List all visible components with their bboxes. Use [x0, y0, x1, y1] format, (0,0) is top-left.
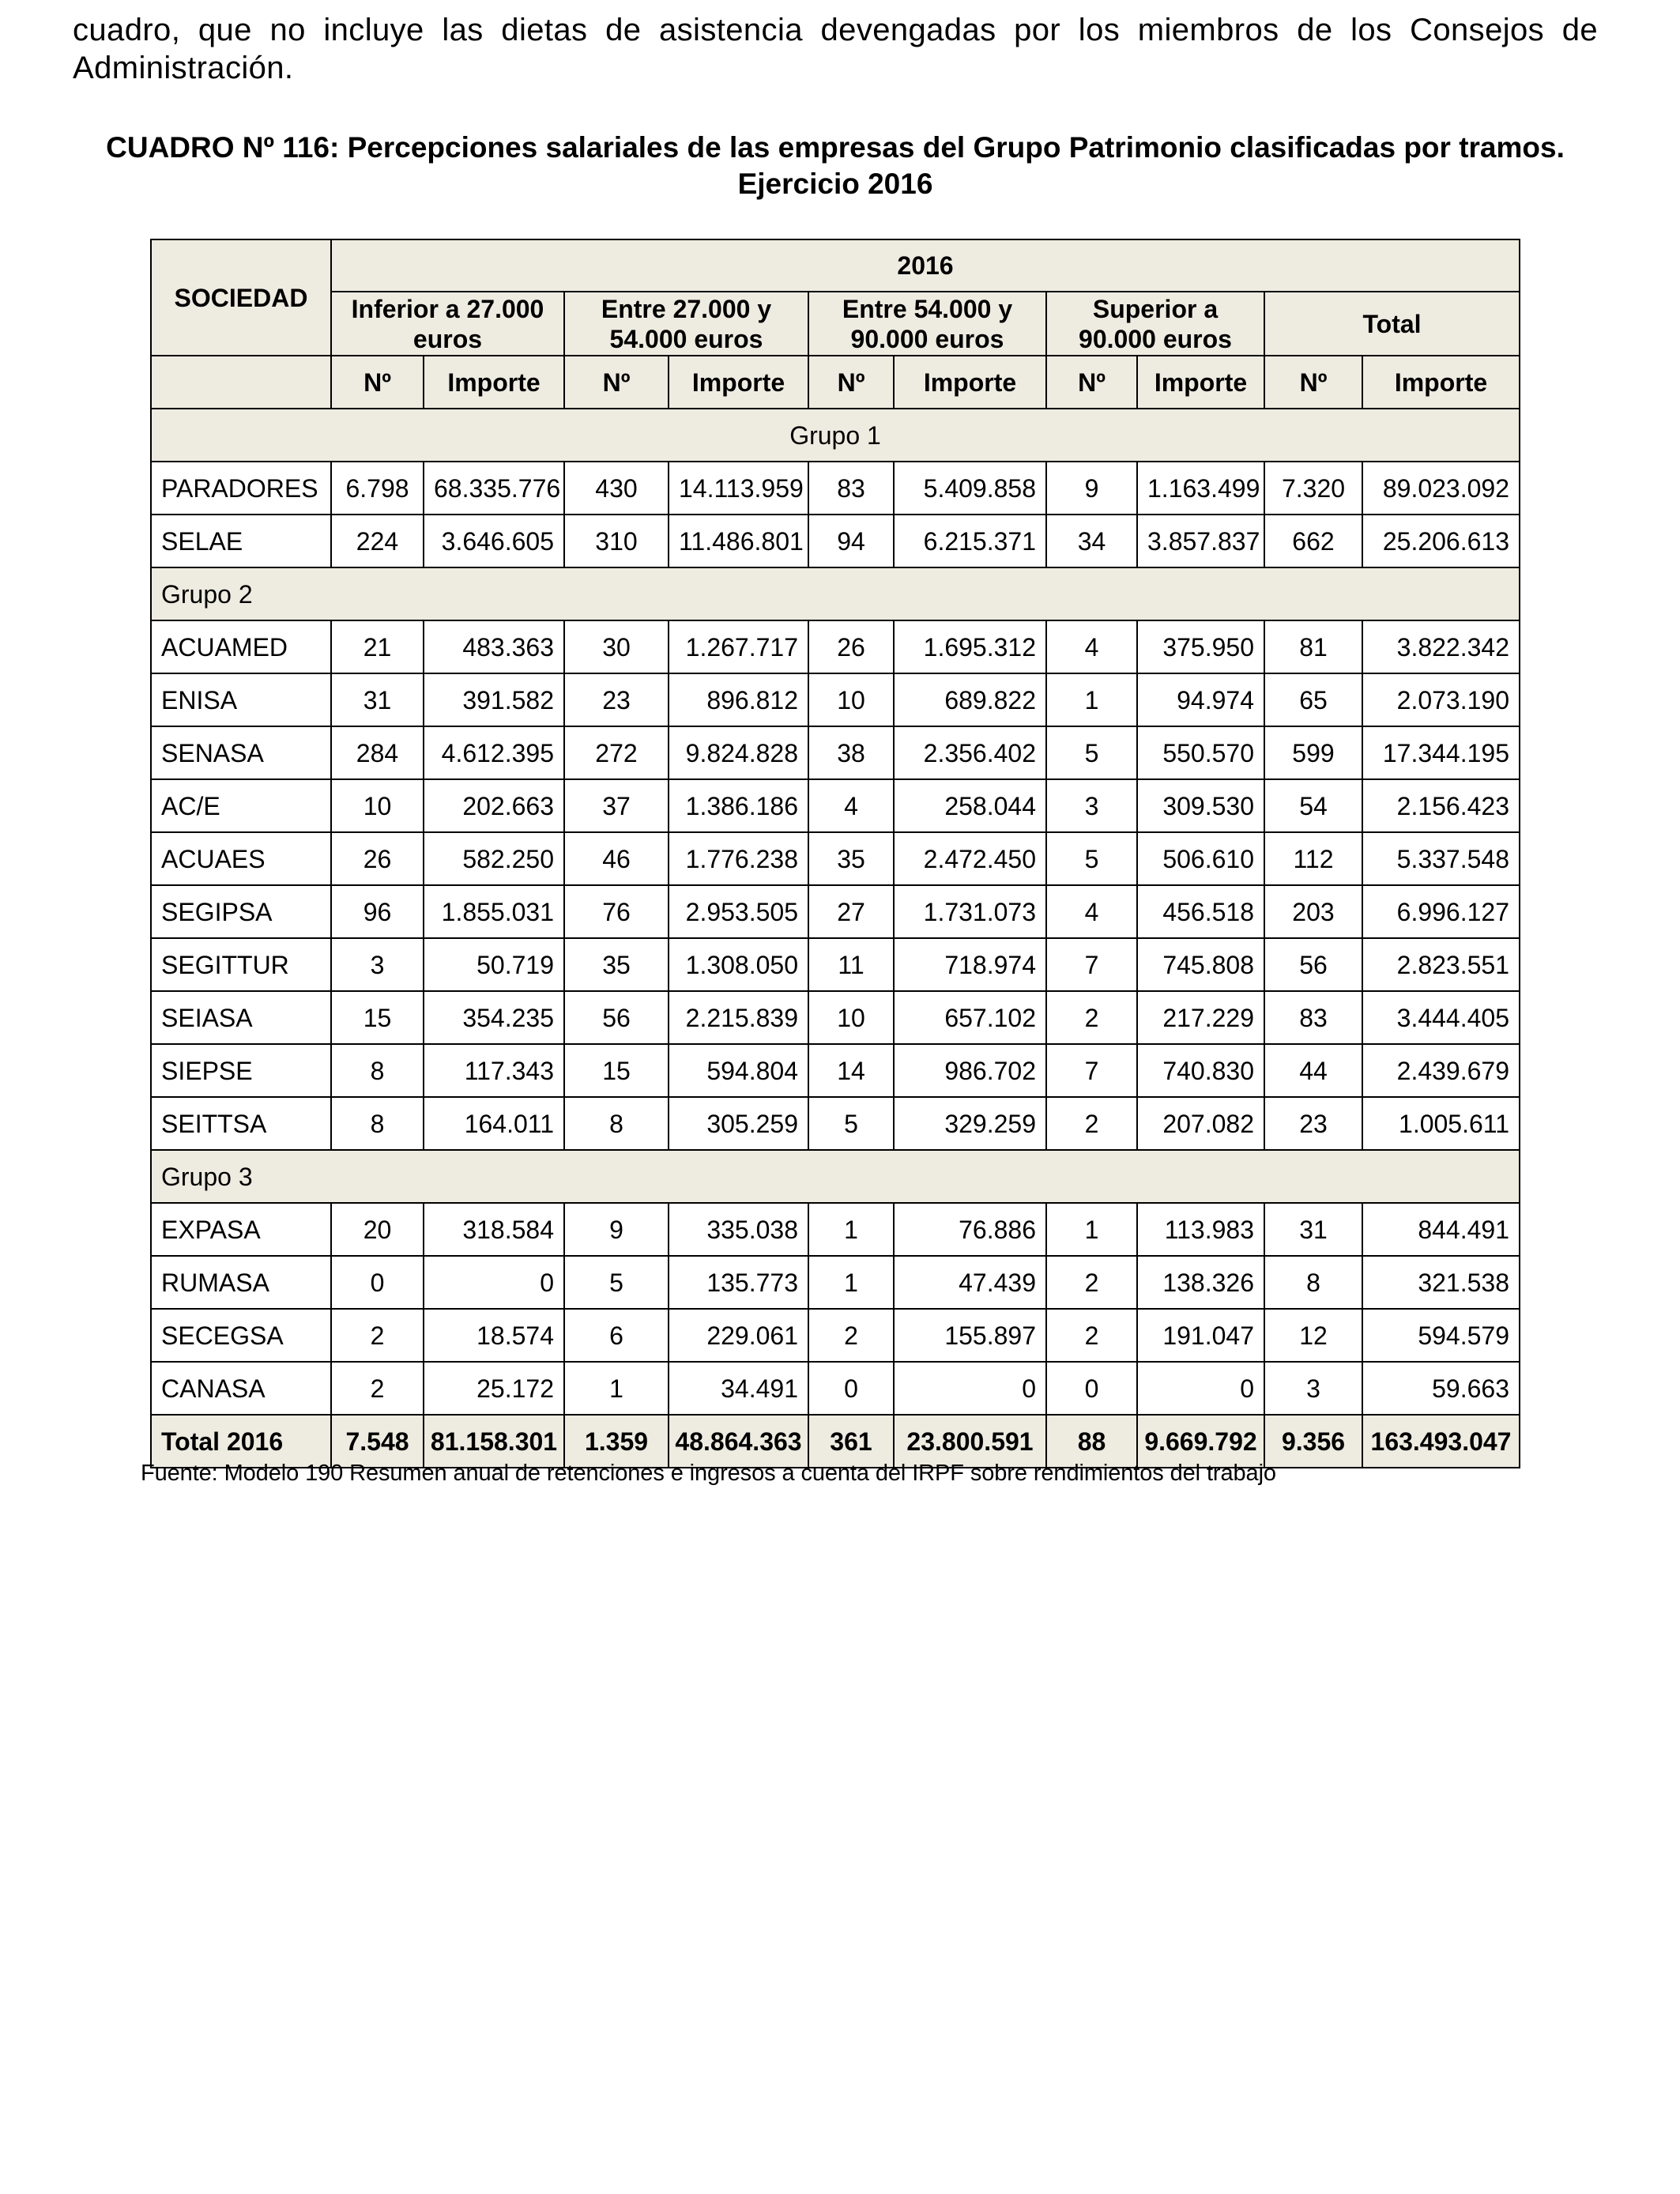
count-cell: 81 [1264, 620, 1362, 673]
count-cell: 8 [331, 1097, 424, 1150]
count-cell: 1 [1046, 1203, 1137, 1256]
table-row [151, 620, 1520, 673]
amount-cell: 594.804 [669, 1044, 808, 1097]
count-cell: 56 [564, 991, 669, 1044]
sociedad-cell: EXPASA [151, 1203, 331, 1256]
table-row [151, 1203, 1520, 1256]
amount-cell: 6.215.371 [894, 515, 1046, 567]
count-cell: 2 [1046, 1256, 1137, 1309]
total-amount-cell: 48.864.363 [669, 1415, 808, 1468]
table-row [151, 1256, 1520, 1309]
count-cell: 26 [808, 620, 894, 673]
count-cell: 3 [1264, 1362, 1362, 1415]
amount-cell: 25.172 [424, 1362, 564, 1415]
amount-cell: 138.326 [1137, 1256, 1264, 1309]
sociedad-cell: SECEGSA [151, 1309, 331, 1362]
table-row [151, 673, 1520, 726]
amount-cell: 50.719 [424, 938, 564, 991]
amount-cell: 1.731.073 [894, 885, 1046, 938]
amount-cell: 191.047 [1137, 1309, 1264, 1362]
amount-cell: 11.486.801 [669, 515, 808, 567]
count-cell: 44 [1264, 1044, 1362, 1097]
amount-cell: 2.823.551 [1362, 938, 1520, 991]
total-amount-cell: 9.669.792 [1137, 1415, 1264, 1468]
count-cell: 1 [564, 1362, 669, 1415]
amount-cell: 94.974 [1137, 673, 1264, 726]
amount-cell: 657.102 [894, 991, 1046, 1044]
amount-cell: 258.044 [894, 779, 1046, 832]
sociedad-cell: PARADORES [151, 462, 331, 515]
count-cell: 96 [331, 885, 424, 938]
amount-cell: 0 [424, 1256, 564, 1309]
count-cell: 76 [564, 885, 669, 938]
subheader-importe: Importe [894, 356, 1046, 409]
sociedad-cell: CANASA [151, 1362, 331, 1415]
group-label: Grupo 2 [151, 567, 1520, 620]
count-cell: 272 [564, 726, 669, 779]
amount-cell: 986.702 [894, 1044, 1046, 1097]
count-cell: 9 [1046, 462, 1137, 515]
count-cell: 203 [1264, 885, 1362, 938]
table-row [151, 779, 1520, 832]
amount-cell: 68.335.776 [424, 462, 564, 515]
amount-cell: 2.073.190 [1362, 673, 1520, 726]
subheader-importe: Importe [1362, 356, 1520, 409]
subheader-spacer [151, 356, 331, 409]
count-cell: 2 [808, 1309, 894, 1362]
subheader-n: Nº [331, 356, 424, 409]
amount-cell: 354.235 [424, 991, 564, 1044]
count-cell: 20 [331, 1203, 424, 1256]
count-cell: 2 [1046, 991, 1137, 1044]
total-count-cell: 1.359 [564, 1415, 669, 1468]
table-body [151, 409, 1520, 1468]
amount-cell: 689.822 [894, 673, 1046, 726]
count-cell: 10 [808, 673, 894, 726]
count-cell: 10 [808, 991, 894, 1044]
amount-cell: 550.570 [1137, 726, 1264, 779]
amount-cell: 89.023.092 [1362, 462, 1520, 515]
count-cell: 15 [331, 991, 424, 1044]
table-row [151, 938, 1520, 991]
group-label: Grupo 1 [151, 409, 1520, 462]
count-cell: 14 [808, 1044, 894, 1097]
table-row [151, 1097, 1520, 1150]
amount-cell: 25.206.613 [1362, 515, 1520, 567]
amount-cell: 483.363 [424, 620, 564, 673]
count-cell: 2 [1046, 1309, 1137, 1362]
amount-cell: 2.156.423 [1362, 779, 1520, 832]
count-cell: 0 [331, 1256, 424, 1309]
amount-cell: 59.663 [1362, 1362, 1520, 1415]
sociedad-cell: SEITTSA [151, 1097, 331, 1150]
amount-cell: 135.773 [669, 1256, 808, 1309]
group-row [151, 1150, 1520, 1203]
count-cell: 6.798 [331, 462, 424, 515]
amount-cell: 164.011 [424, 1097, 564, 1150]
sociedad-cell: RUMASA [151, 1256, 331, 1309]
count-cell: 4 [1046, 620, 1137, 673]
count-cell: 46 [564, 832, 669, 885]
amount-cell: 506.610 [1137, 832, 1264, 885]
count-cell: 23 [1264, 1097, 1362, 1150]
total-label: Total 2016 [151, 1415, 331, 1468]
amount-cell: 375.950 [1137, 620, 1264, 673]
count-cell: 38 [808, 726, 894, 779]
amount-cell: 321.538 [1362, 1256, 1520, 1309]
amount-cell: 1.695.312 [894, 620, 1046, 673]
amount-cell: 1.308.050 [669, 938, 808, 991]
count-cell: 4 [808, 779, 894, 832]
amount-cell: 207.082 [1137, 1097, 1264, 1150]
count-cell: 83 [1264, 991, 1362, 1044]
amount-cell: 2.215.839 [669, 991, 808, 1044]
total-count-cell: 9.356 [1264, 1415, 1362, 1468]
amount-cell: 155.897 [894, 1309, 1046, 1362]
amount-cell: 3.444.405 [1362, 991, 1520, 1044]
amount-cell: 0 [894, 1362, 1046, 1415]
total-amount-cell: 81.158.301 [424, 1415, 564, 1468]
count-cell: 26 [331, 832, 424, 885]
sociedad-cell: SENASA [151, 726, 331, 779]
count-cell: 5 [1046, 726, 1137, 779]
amount-cell: 17.344.195 [1362, 726, 1520, 779]
table-row [151, 1362, 1520, 1415]
count-cell: 284 [331, 726, 424, 779]
amount-cell: 47.439 [894, 1256, 1046, 1309]
amount-cell: 117.343 [424, 1044, 564, 1097]
subheader-n: Nº [808, 356, 894, 409]
amount-cell: 745.808 [1137, 938, 1264, 991]
header-tramo-2: Entre 27.000 y 54.000 euros [564, 292, 808, 356]
count-cell: 5 [1046, 832, 1137, 885]
count-cell: 35 [808, 832, 894, 885]
group-row [151, 567, 1520, 620]
count-cell: 94 [808, 515, 894, 567]
total-count-cell: 88 [1046, 1415, 1137, 1468]
count-cell: 8 [564, 1097, 669, 1150]
table-row [151, 991, 1520, 1044]
sociedad-cell: SEGITTUR [151, 938, 331, 991]
count-cell: 9 [564, 1203, 669, 1256]
total-count-cell: 7.548 [331, 1415, 424, 1468]
group-label: Grupo 3 [151, 1150, 1520, 1203]
intro-paragraph: cuadro, que no incluye las dietas de asistencia devengadas por los miembros de los Consejos de Administración. [73, 13, 1598, 85]
amount-cell: 229.061 [669, 1309, 808, 1362]
amount-cell: 5.409.858 [894, 462, 1046, 515]
count-cell: 5 [808, 1097, 894, 1150]
amount-cell: 113.983 [1137, 1203, 1264, 1256]
amount-cell: 18.574 [424, 1309, 564, 1362]
sociedad-cell: AC/E [151, 779, 331, 832]
count-cell: 2 [331, 1362, 424, 1415]
subheader-n: Nº [1264, 356, 1362, 409]
header-sociedad: SOCIEDAD [151, 239, 331, 356]
sociedad-cell: SELAE [151, 515, 331, 567]
total-amount-cell: 163.493.047 [1362, 1415, 1520, 1468]
sociedad-cell: ACUAES [151, 832, 331, 885]
amount-cell: 14.113.959 [669, 462, 808, 515]
amount-cell: 3.822.342 [1362, 620, 1520, 673]
amount-cell: 2.472.450 [894, 832, 1046, 885]
amount-cell: 2.439.679 [1362, 1044, 1520, 1097]
amount-cell: 456.518 [1137, 885, 1264, 938]
count-cell: 10 [331, 779, 424, 832]
count-cell: 2 [331, 1309, 424, 1362]
count-cell: 5 [564, 1256, 669, 1309]
table-row [151, 1044, 1520, 1097]
table-row [151, 726, 1520, 779]
count-cell: 11 [808, 938, 894, 991]
count-cell: 83 [808, 462, 894, 515]
sociedad-cell: SIEPSE [151, 1044, 331, 1097]
count-cell: 6 [564, 1309, 669, 1362]
amount-cell: 594.579 [1362, 1309, 1520, 1362]
subheader-n: Nº [564, 356, 669, 409]
count-cell: 8 [331, 1044, 424, 1097]
count-cell: 56 [1264, 938, 1362, 991]
table-row [151, 832, 1520, 885]
count-cell: 37 [564, 779, 669, 832]
amount-cell: 5.337.548 [1362, 832, 1520, 885]
count-cell: 2 [1046, 1097, 1137, 1150]
amount-cell: 4.612.395 [424, 726, 564, 779]
subheader-importe: Importe [424, 356, 564, 409]
amount-cell: 202.663 [424, 779, 564, 832]
table-header [151, 239, 1520, 409]
count-cell: 662 [1264, 515, 1362, 567]
amount-cell: 1.776.238 [669, 832, 808, 885]
count-cell: 224 [331, 515, 424, 567]
source-note: Fuente: Modelo 190 Resumen anual de retenciones e ingresos a cuenta del IRPF sobre rendimientos del trabajo [141, 1461, 1276, 1486]
count-cell: 4 [1046, 885, 1137, 938]
subheader-importe: Importe [1137, 356, 1264, 409]
count-cell: 430 [564, 462, 669, 515]
sociedad-cell: ACUAMED [151, 620, 331, 673]
count-cell: 0 [1046, 1362, 1137, 1415]
count-cell: 12 [1264, 1309, 1362, 1362]
count-cell: 1 [808, 1256, 894, 1309]
count-cell: 1 [808, 1203, 894, 1256]
count-cell: 65 [1264, 673, 1362, 726]
count-cell: 112 [1264, 832, 1362, 885]
group-row [151, 409, 1520, 462]
count-cell: 3 [331, 938, 424, 991]
subheader-row [151, 356, 1520, 409]
sociedad-cell: ENISA [151, 673, 331, 726]
count-cell: 31 [331, 673, 424, 726]
amount-cell: 391.582 [424, 673, 564, 726]
count-cell: 7 [1046, 938, 1137, 991]
table-row [151, 462, 1520, 515]
amount-cell: 3.646.605 [424, 515, 564, 567]
amount-cell: 844.491 [1362, 1203, 1520, 1256]
count-cell: 21 [331, 620, 424, 673]
amount-cell: 76.886 [894, 1203, 1046, 1256]
header-total: Total [1264, 292, 1520, 356]
subheader-n: Nº [1046, 356, 1137, 409]
header-tramo-1: Inferior a 27.000 euros [331, 292, 564, 356]
amount-cell: 335.038 [669, 1203, 808, 1256]
amount-cell: 329.259 [894, 1097, 1046, 1150]
amount-cell: 6.996.127 [1362, 885, 1520, 938]
amount-cell: 34.491 [669, 1362, 808, 1415]
count-cell: 54 [1264, 779, 1362, 832]
amount-cell: 718.974 [894, 938, 1046, 991]
amount-cell: 1.267.717 [669, 620, 808, 673]
count-cell: 3 [1046, 779, 1137, 832]
header-tramo-4: Superior a 90.000 euros [1046, 292, 1264, 356]
count-cell: 31 [1264, 1203, 1362, 1256]
amount-cell: 0 [1137, 1362, 1264, 1415]
amount-cell: 309.530 [1137, 779, 1264, 832]
amount-cell: 1.386.186 [669, 779, 808, 832]
table-row [151, 885, 1520, 938]
amount-cell: 318.584 [424, 1203, 564, 1256]
header-tramo-3: Entre 54.000 y 90.000 euros [808, 292, 1046, 356]
sociedad-cell: SEGIPSA [151, 885, 331, 938]
amount-cell: 896.812 [669, 673, 808, 726]
count-cell: 35 [564, 938, 669, 991]
amount-cell: 9.824.828 [669, 726, 808, 779]
salary-table [150, 239, 1520, 1468]
subheader-importe: Importe [669, 356, 808, 409]
amount-cell: 740.830 [1137, 1044, 1264, 1097]
amount-cell: 1.855.031 [424, 885, 564, 938]
amount-cell: 582.250 [424, 832, 564, 885]
count-cell: 30 [564, 620, 669, 673]
count-cell: 23 [564, 673, 669, 726]
amount-cell: 1.163.499 [1137, 462, 1264, 515]
count-cell: 8 [1264, 1256, 1362, 1309]
count-cell: 27 [808, 885, 894, 938]
count-cell: 310 [564, 515, 669, 567]
count-cell: 1 [1046, 673, 1137, 726]
count-cell: 599 [1264, 726, 1362, 779]
amount-cell: 3.857.837 [1137, 515, 1264, 567]
count-cell: 7.320 [1264, 462, 1362, 515]
count-cell: 15 [564, 1044, 669, 1097]
count-cell: 7 [1046, 1044, 1137, 1097]
table-caption: CUADRO Nº 116: Percepciones salariales de las empresas del Grupo Patrimonio clasificadas por tramos. Ejercicio 2016 [106, 131, 1565, 200]
amount-cell: 305.259 [669, 1097, 808, 1150]
header-year: 2016 [331, 239, 1520, 292]
amount-cell: 2.356.402 [894, 726, 1046, 779]
amount-cell: 217.229 [1137, 991, 1264, 1044]
total-count-cell: 361 [808, 1415, 894, 1468]
total-amount-cell: 23.800.591 [894, 1415, 1046, 1468]
sociedad-cell: SEIASA [151, 991, 331, 1044]
amount-cell: 1.005.611 [1362, 1097, 1520, 1150]
count-cell: 0 [808, 1362, 894, 1415]
table-row [151, 1309, 1520, 1362]
amount-cell: 2.953.505 [669, 885, 808, 938]
table-row [151, 515, 1520, 567]
count-cell: 34 [1046, 515, 1137, 567]
